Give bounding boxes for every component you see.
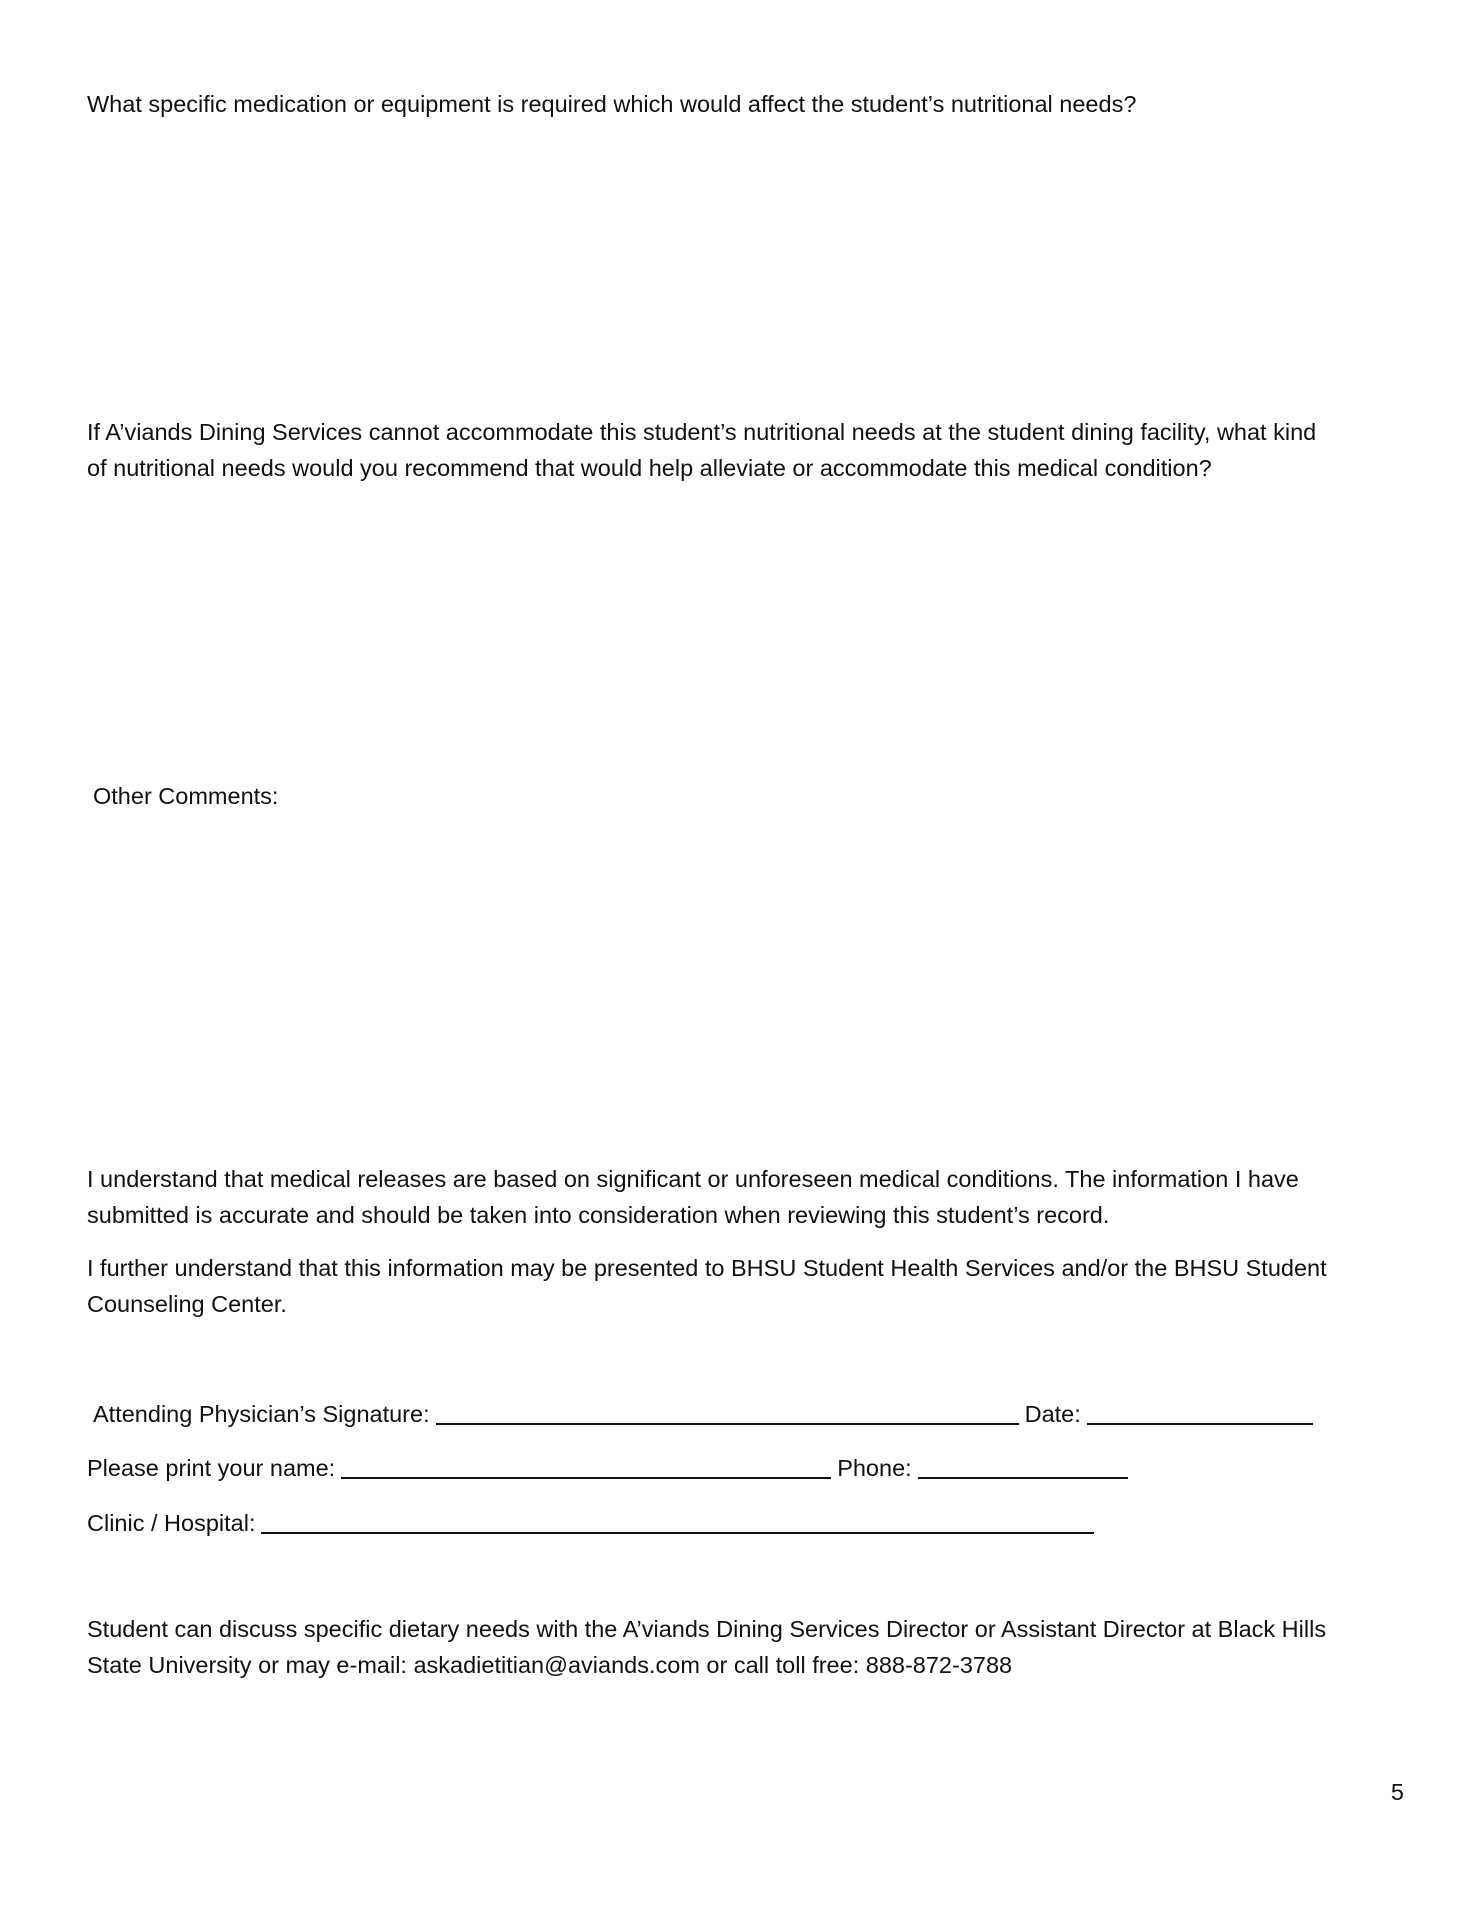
print-name-field[interactable] xyxy=(341,1453,831,1479)
recommendation-question-line-2: of nutritional needs would you recommend that would help alleviate or accommodate this medical condition? xyxy=(87,455,1212,481)
declaration-paragraph-2 xyxy=(87,1250,1417,1322)
clinic-label: Clinic / Hospital: xyxy=(87,1510,256,1536)
contact-info-line-2: State University or may e-mail: askadietitian@aviands.com or call toll free: 888-872-3788 xyxy=(87,1652,1013,1678)
recommendation-answer-area[interactable] xyxy=(87,495,1397,755)
contact-info-line-1: Student can discuss specific dietary needs with the A’viands Dining Services Director or Assistant Director at Black Hills xyxy=(87,1616,1327,1642)
clinic-field[interactable] xyxy=(261,1508,1094,1534)
other-comments-label: Other Comments: xyxy=(93,783,279,809)
date-label: Date: xyxy=(1024,1401,1081,1427)
date-field[interactable] xyxy=(1087,1399,1313,1425)
declaration-paragraph-2-line-2: Counseling Center. xyxy=(87,1291,287,1317)
declaration-paragraph-2-line-1: I further understand that this information may be presented to BHSU Student Health Services and/or the BHSU Student xyxy=(87,1255,1327,1281)
physician-signature-row xyxy=(93,1396,1319,1432)
print-name-label: Please print your name: xyxy=(87,1455,336,1481)
declaration-paragraph-1-line-2: submitted is accurate and should be taken into consideration when reviewing this student’s record. xyxy=(87,1202,1110,1228)
other-comments-area[interactable] xyxy=(87,822,1397,1122)
print-name-row xyxy=(87,1450,1134,1486)
declaration-paragraph-1 xyxy=(87,1161,1417,1233)
recommendation-question-line-1: If A’viands Dining Services cannot accommodate this student’s nutritional needs at the student dining facility, what kind xyxy=(87,419,1317,445)
declaration-paragraph-1-line-1: I understand that medical releases are based on significant or unforeseen medical conditions. The information I have xyxy=(87,1166,1299,1192)
physician-signature-field[interactable] xyxy=(436,1399,1019,1425)
page-number: 5 xyxy=(1390,1779,1404,1805)
medication-question: What specific medication or equipment is required which would affect the student’s nutritional needs? xyxy=(87,91,1137,117)
medication-answer-area[interactable] xyxy=(87,130,1397,390)
clinic-row xyxy=(87,1505,1100,1541)
physician-signature-label: Attending Physician’s Signature: xyxy=(93,1401,430,1427)
phone-label: Phone: xyxy=(837,1455,912,1481)
contact-info xyxy=(87,1611,1417,1683)
recommendation-question xyxy=(87,414,1417,486)
phone-field[interactable] xyxy=(918,1453,1128,1479)
